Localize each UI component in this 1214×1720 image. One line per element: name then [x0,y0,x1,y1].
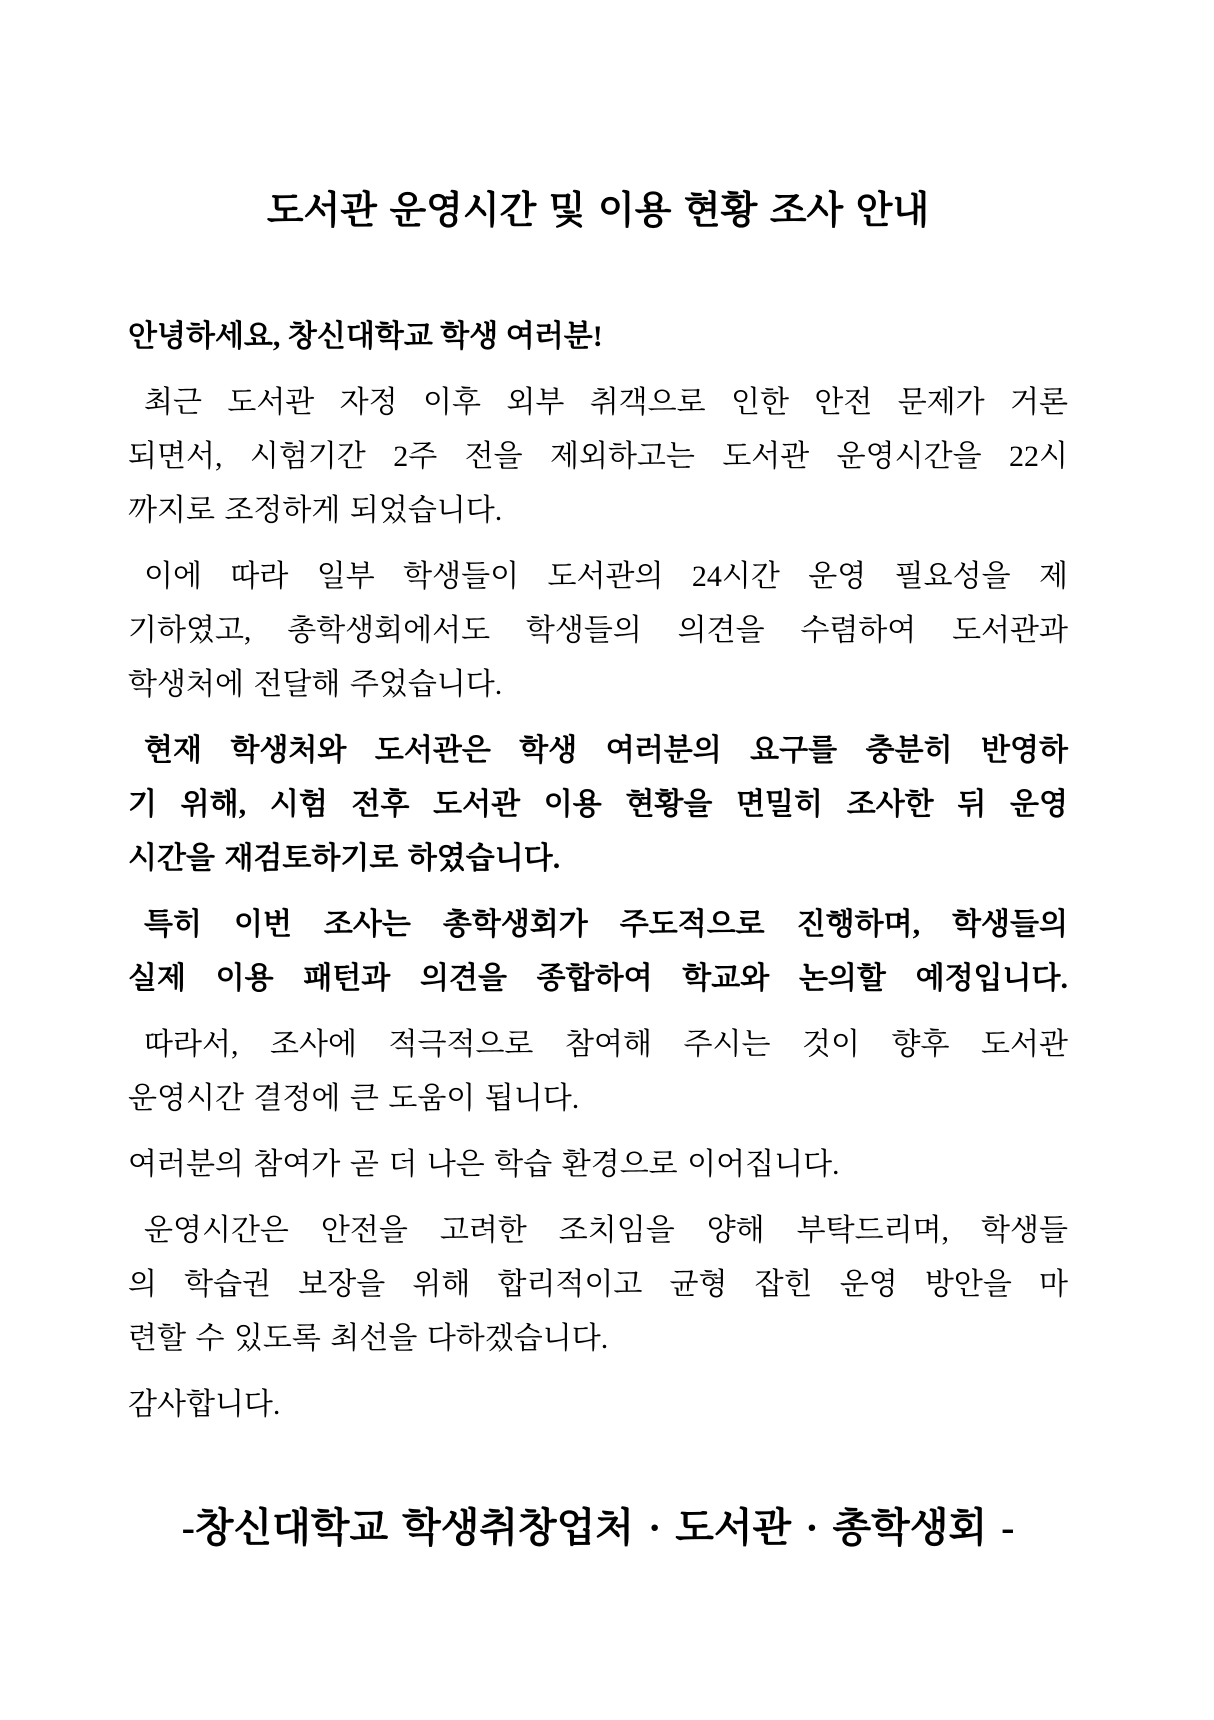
paragraph-line: 따라서, 조사에 적극적으로 참여해 주시는 것이 향후 도서관 [144,1028,1068,1061]
paragraph-line: 특히 이번 조사는 총학생회가 주도적으로 진행하며, 학생들의 [144,908,1068,941]
body-paragraph [128,550,1068,712]
paragraph-line: 실제 이용 패턴과 의견을 종합하여 학교와 논의할 예정입니다. [128,962,1068,995]
page-title: 도서관 운영시간 및 이용 현황 조사 안내 [266,190,930,232]
body-paragraph [128,1204,1068,1366]
paragraph-line: 되면서, 시험기간 2주 전을 제외하고는 도서관 운영시간을 22시 [128,440,1068,473]
paragraph-line: 운영시간 결정에 큰 도움이 됩니다. [128,1082,580,1115]
body-paragraph [128,1018,1068,1126]
paragraph-line: 기하였고, 총학생회에서도 학생들의 의견을 수렴하여 도서관과 [128,614,1068,647]
document-footer: -창신대학교 학생취창업처 · 도서관 · 총학생회 - [181,1505,1015,1550]
body-paragraph [128,898,1068,1006]
body-paragraph [128,724,1068,886]
paragraph-line: 학생처에 전달해 주었습니다. [128,668,503,701]
paragraph-line: 까지로 조정하게 되었습니다. [128,494,503,527]
paragraph-line: 감사합니다. [128,1388,281,1421]
paragraph-line: 의 학습권 보장을 위해 합리적이고 균형 잡힌 운영 방안을 마 [128,1268,1068,1301]
body-paragraph [128,1378,1068,1432]
paragraph-line: 련할 수 있도록 최선을 다하겠습니다. [128,1322,609,1355]
paragraph-line: 시간을 재검토하기로 하였습니다. [128,842,561,875]
paragraph-line: 기 위해, 시험 전후 도서관 이용 현황을 면밀히 조사한 뒤 운영 [128,788,1068,821]
body-paragraphs [128,376,1068,1432]
greeting-line: 안녕하세요, 창신대학교 학생 여러분! [128,320,603,353]
paragraph-line: 최근 도서관 자정 이후 외부 취객으로 인한 안전 문제가 거론 [144,386,1068,419]
body-paragraph [128,376,1068,538]
paragraph-line: 여러분의 참여가 곧 더 나은 학습 환경으로 이어집니다. [128,1148,840,1181]
paragraph-line: 운영시간은 안전을 고려한 조치임을 양해 부탁드리며, 학생들 [144,1214,1068,1247]
paragraph-line: 이에 따라 일부 학생들이 도서관의 24시간 운영 필요성을 제 [144,560,1068,593]
body-paragraph [128,1138,1068,1192]
paragraph-line: 현재 학생처와 도서관은 학생 여러분의 요구를 충분히 반영하 [144,734,1068,767]
